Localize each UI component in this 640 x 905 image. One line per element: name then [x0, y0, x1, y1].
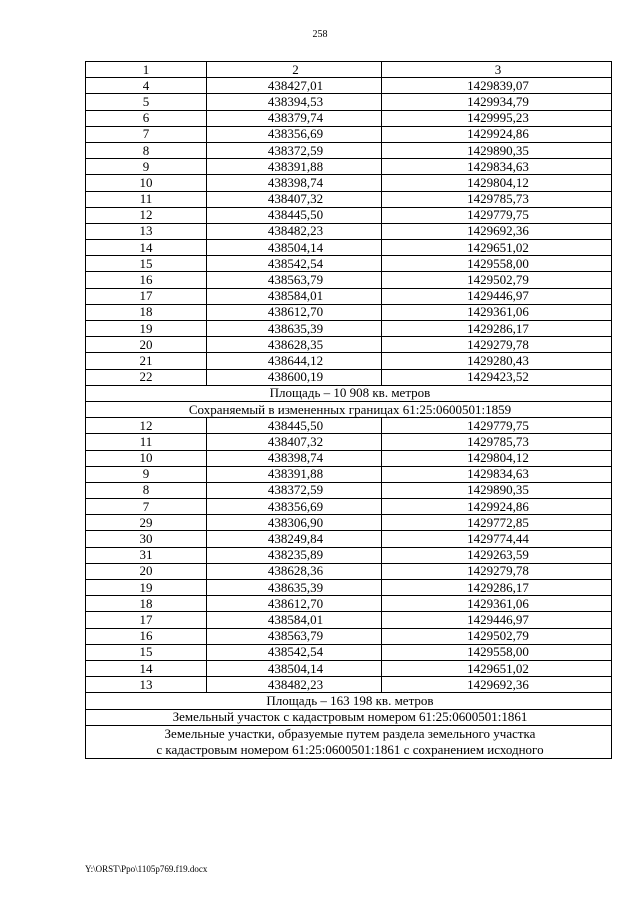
table-row [86, 240, 612, 256]
cell-x-coordinate: 438398,74 [207, 175, 382, 191]
cell-y-coordinate: 1429995,23 [382, 110, 612, 126]
note-cell: Площадь – 10 908 кв. метров [86, 385, 612, 401]
cell-point-number: 12 [86, 207, 207, 223]
table-row [86, 207, 612, 223]
note-cell-multiline [86, 725, 612, 758]
coordinates-table [85, 61, 612, 759]
note-line: Земельные участки, образуемые путем раздела земельного участка [164, 725, 536, 741]
cell-y-coordinate: 1429692,36 [382, 677, 612, 693]
cell-point-number: 8 [86, 142, 207, 158]
cell-x-coordinate: 438482,23 [207, 677, 382, 693]
cell-y-coordinate: 1429779,75 [382, 207, 612, 223]
cell-point-number: 4 [86, 78, 207, 94]
cell-y-coordinate: 1429774,44 [382, 531, 612, 547]
table-row [86, 272, 612, 288]
cell-x-coordinate: 438628,36 [207, 563, 382, 579]
cell-point-number: 18 [86, 596, 207, 612]
cell-x-coordinate: 438407,32 [207, 434, 382, 450]
table-row [86, 531, 612, 547]
table-row [86, 159, 612, 175]
cell-y-coordinate: 1429263,59 [382, 547, 612, 563]
note-cell: Земельный участок с кадастровым номером 61:25:0600501:1861 [86, 709, 612, 725]
table-row [86, 223, 612, 239]
cell-point-number: 12 [86, 418, 207, 434]
page-number: 258 [312, 29, 328, 40]
cell-x-coordinate: 438584,01 [207, 288, 382, 304]
cell-point-number: 13 [86, 677, 207, 693]
table-note-row [86, 725, 612, 758]
table-row [86, 288, 612, 304]
cell-x-coordinate: 438584,01 [207, 612, 382, 628]
cell-y-coordinate: 1429772,85 [382, 515, 612, 531]
cell-point-number: 7 [86, 499, 207, 515]
cell-point-number: 14 [86, 240, 207, 256]
table-row [86, 94, 612, 110]
cell-y-coordinate: 1429502,79 [382, 272, 612, 288]
cell-point-number: 10 [86, 175, 207, 191]
table-row [86, 78, 612, 94]
cell-y-coordinate: 1429890,35 [382, 482, 612, 498]
table-row [86, 434, 612, 450]
table-row [86, 418, 612, 434]
cell-y-coordinate: 1429651,02 [382, 660, 612, 676]
cell-y-coordinate: 1429890,35 [382, 142, 612, 158]
header-cell-point: 1 [86, 62, 207, 78]
table-row [86, 353, 612, 369]
cell-x-coordinate: 438600,19 [207, 369, 382, 385]
table-row [86, 482, 612, 498]
cell-x-coordinate: 438504,14 [207, 660, 382, 676]
table-row [86, 547, 612, 563]
table-row [86, 191, 612, 207]
footer-file-path: Y:\ORST\Ppo\1105p769.f19.docx [85, 864, 208, 874]
cell-y-coordinate: 1429279,78 [382, 563, 612, 579]
cell-point-number: 17 [86, 612, 207, 628]
cell-x-coordinate: 438644,12 [207, 353, 382, 369]
cell-point-number: 11 [86, 434, 207, 450]
table-row [86, 126, 612, 142]
cell-y-coordinate: 1429558,00 [382, 644, 612, 660]
cell-x-coordinate: 438504,14 [207, 240, 382, 256]
cell-point-number: 5 [86, 94, 207, 110]
cell-x-coordinate: 438542,54 [207, 256, 382, 272]
cell-x-coordinate: 438563,79 [207, 272, 382, 288]
cell-y-coordinate: 1429279,78 [382, 337, 612, 353]
table-row [86, 515, 612, 531]
table-body [86, 62, 612, 759]
table-row [86, 612, 612, 628]
table-row [86, 628, 612, 644]
cell-y-coordinate: 1429834,63 [382, 466, 612, 482]
cell-x-coordinate: 438563,79 [207, 628, 382, 644]
cell-x-coordinate: 438356,69 [207, 499, 382, 515]
table-row [86, 369, 612, 385]
cell-y-coordinate: 1429834,63 [382, 159, 612, 175]
header-cell-x: 2 [207, 62, 382, 78]
cell-point-number: 9 [86, 466, 207, 482]
table-row [86, 256, 612, 272]
cell-y-coordinate: 1429924,86 [382, 126, 612, 142]
cell-x-coordinate: 438391,88 [207, 159, 382, 175]
table-row [86, 660, 612, 676]
table-row [86, 580, 612, 596]
cell-x-coordinate: 438427,01 [207, 78, 382, 94]
cell-point-number: 10 [86, 450, 207, 466]
cell-y-coordinate: 1429651,02 [382, 240, 612, 256]
cell-point-number: 20 [86, 563, 207, 579]
table-row [86, 563, 612, 579]
cell-point-number: 7 [86, 126, 207, 142]
cell-y-coordinate: 1429785,73 [382, 191, 612, 207]
table-row [86, 142, 612, 158]
cell-point-number: 20 [86, 337, 207, 353]
cell-point-number: 29 [86, 515, 207, 531]
cell-point-number: 6 [86, 110, 207, 126]
cell-x-coordinate: 438391,88 [207, 466, 382, 482]
table-header-row [86, 62, 612, 78]
cell-y-coordinate: 1429839,07 [382, 78, 612, 94]
cell-y-coordinate: 1429446,97 [382, 288, 612, 304]
cell-y-coordinate: 1429558,00 [382, 256, 612, 272]
cell-point-number: 30 [86, 531, 207, 547]
table-note-row [86, 401, 612, 417]
cell-x-coordinate: 438612,70 [207, 596, 382, 612]
table-row [86, 596, 612, 612]
cell-point-number: 16 [86, 272, 207, 288]
cell-point-number: 11 [86, 191, 207, 207]
cell-point-number: 19 [86, 321, 207, 337]
table-note-row [86, 693, 612, 709]
cell-y-coordinate: 1429361,06 [382, 304, 612, 320]
cell-x-coordinate: 438306,90 [207, 515, 382, 531]
cell-y-coordinate: 1429924,86 [382, 499, 612, 515]
cell-y-coordinate: 1429692,36 [382, 223, 612, 239]
cell-y-coordinate: 1429361,06 [382, 596, 612, 612]
cell-y-coordinate: 1429804,12 [382, 175, 612, 191]
cell-y-coordinate: 1429286,17 [382, 580, 612, 596]
cell-y-coordinate: 1429502,79 [382, 628, 612, 644]
cell-y-coordinate: 1429423,52 [382, 369, 612, 385]
cell-x-coordinate: 438379,74 [207, 110, 382, 126]
table-note-row [86, 385, 612, 401]
cell-point-number: 9 [86, 159, 207, 175]
cell-point-number: 13 [86, 223, 207, 239]
cell-point-number: 21 [86, 353, 207, 369]
cell-y-coordinate: 1429286,17 [382, 321, 612, 337]
cell-y-coordinate: 1429934,79 [382, 94, 612, 110]
cell-x-coordinate: 438398,74 [207, 450, 382, 466]
table-note-row [86, 709, 612, 725]
table-row [86, 677, 612, 693]
cell-x-coordinate: 438628,35 [207, 337, 382, 353]
cell-point-number: 15 [86, 644, 207, 660]
cell-x-coordinate: 438445,50 [207, 207, 382, 223]
cell-y-coordinate: 1429785,73 [382, 434, 612, 450]
table-row [86, 466, 612, 482]
table-row [86, 644, 612, 660]
table-row [86, 499, 612, 515]
cell-x-coordinate: 438482,23 [207, 223, 382, 239]
cell-x-coordinate: 438542,54 [207, 644, 382, 660]
cell-point-number: 31 [86, 547, 207, 563]
cell-y-coordinate: 1429804,12 [382, 450, 612, 466]
cell-point-number: 22 [86, 369, 207, 385]
cell-x-coordinate: 438235,89 [207, 547, 382, 563]
cell-point-number: 18 [86, 304, 207, 320]
table-row [86, 175, 612, 191]
cell-point-number: 16 [86, 628, 207, 644]
table-row [86, 110, 612, 126]
cell-x-coordinate: 438635,39 [207, 321, 382, 337]
note-cell: Площадь – 163 198 кв. метров [86, 693, 612, 709]
cell-x-coordinate: 438394,53 [207, 94, 382, 110]
note-cell: Сохраняемый в измененных границах 61:25:0600501:1859 [86, 401, 612, 417]
cell-x-coordinate: 438445,50 [207, 418, 382, 434]
header-cell-y: 3 [382, 62, 612, 78]
cell-point-number: 19 [86, 580, 207, 596]
cell-x-coordinate: 438356,69 [207, 126, 382, 142]
table-row [86, 304, 612, 320]
cell-x-coordinate: 438612,70 [207, 304, 382, 320]
cell-point-number: 15 [86, 256, 207, 272]
cell-x-coordinate: 438372,59 [207, 482, 382, 498]
note-line: с кадастровым номером 61:25:0600501:1861 с сохранением исходного [156, 741, 544, 757]
table-row [86, 321, 612, 337]
cell-y-coordinate: 1429779,75 [382, 418, 612, 434]
cell-point-number: 17 [86, 288, 207, 304]
table-row [86, 337, 612, 353]
cell-y-coordinate: 1429446,97 [382, 612, 612, 628]
cell-point-number: 8 [86, 482, 207, 498]
cell-point-number: 14 [86, 660, 207, 676]
cell-x-coordinate: 438407,32 [207, 191, 382, 207]
cell-y-coordinate: 1429280,43 [382, 353, 612, 369]
table-row [86, 450, 612, 466]
cell-x-coordinate: 438372,59 [207, 142, 382, 158]
cell-x-coordinate: 438635,39 [207, 580, 382, 596]
cell-x-coordinate: 438249,84 [207, 531, 382, 547]
